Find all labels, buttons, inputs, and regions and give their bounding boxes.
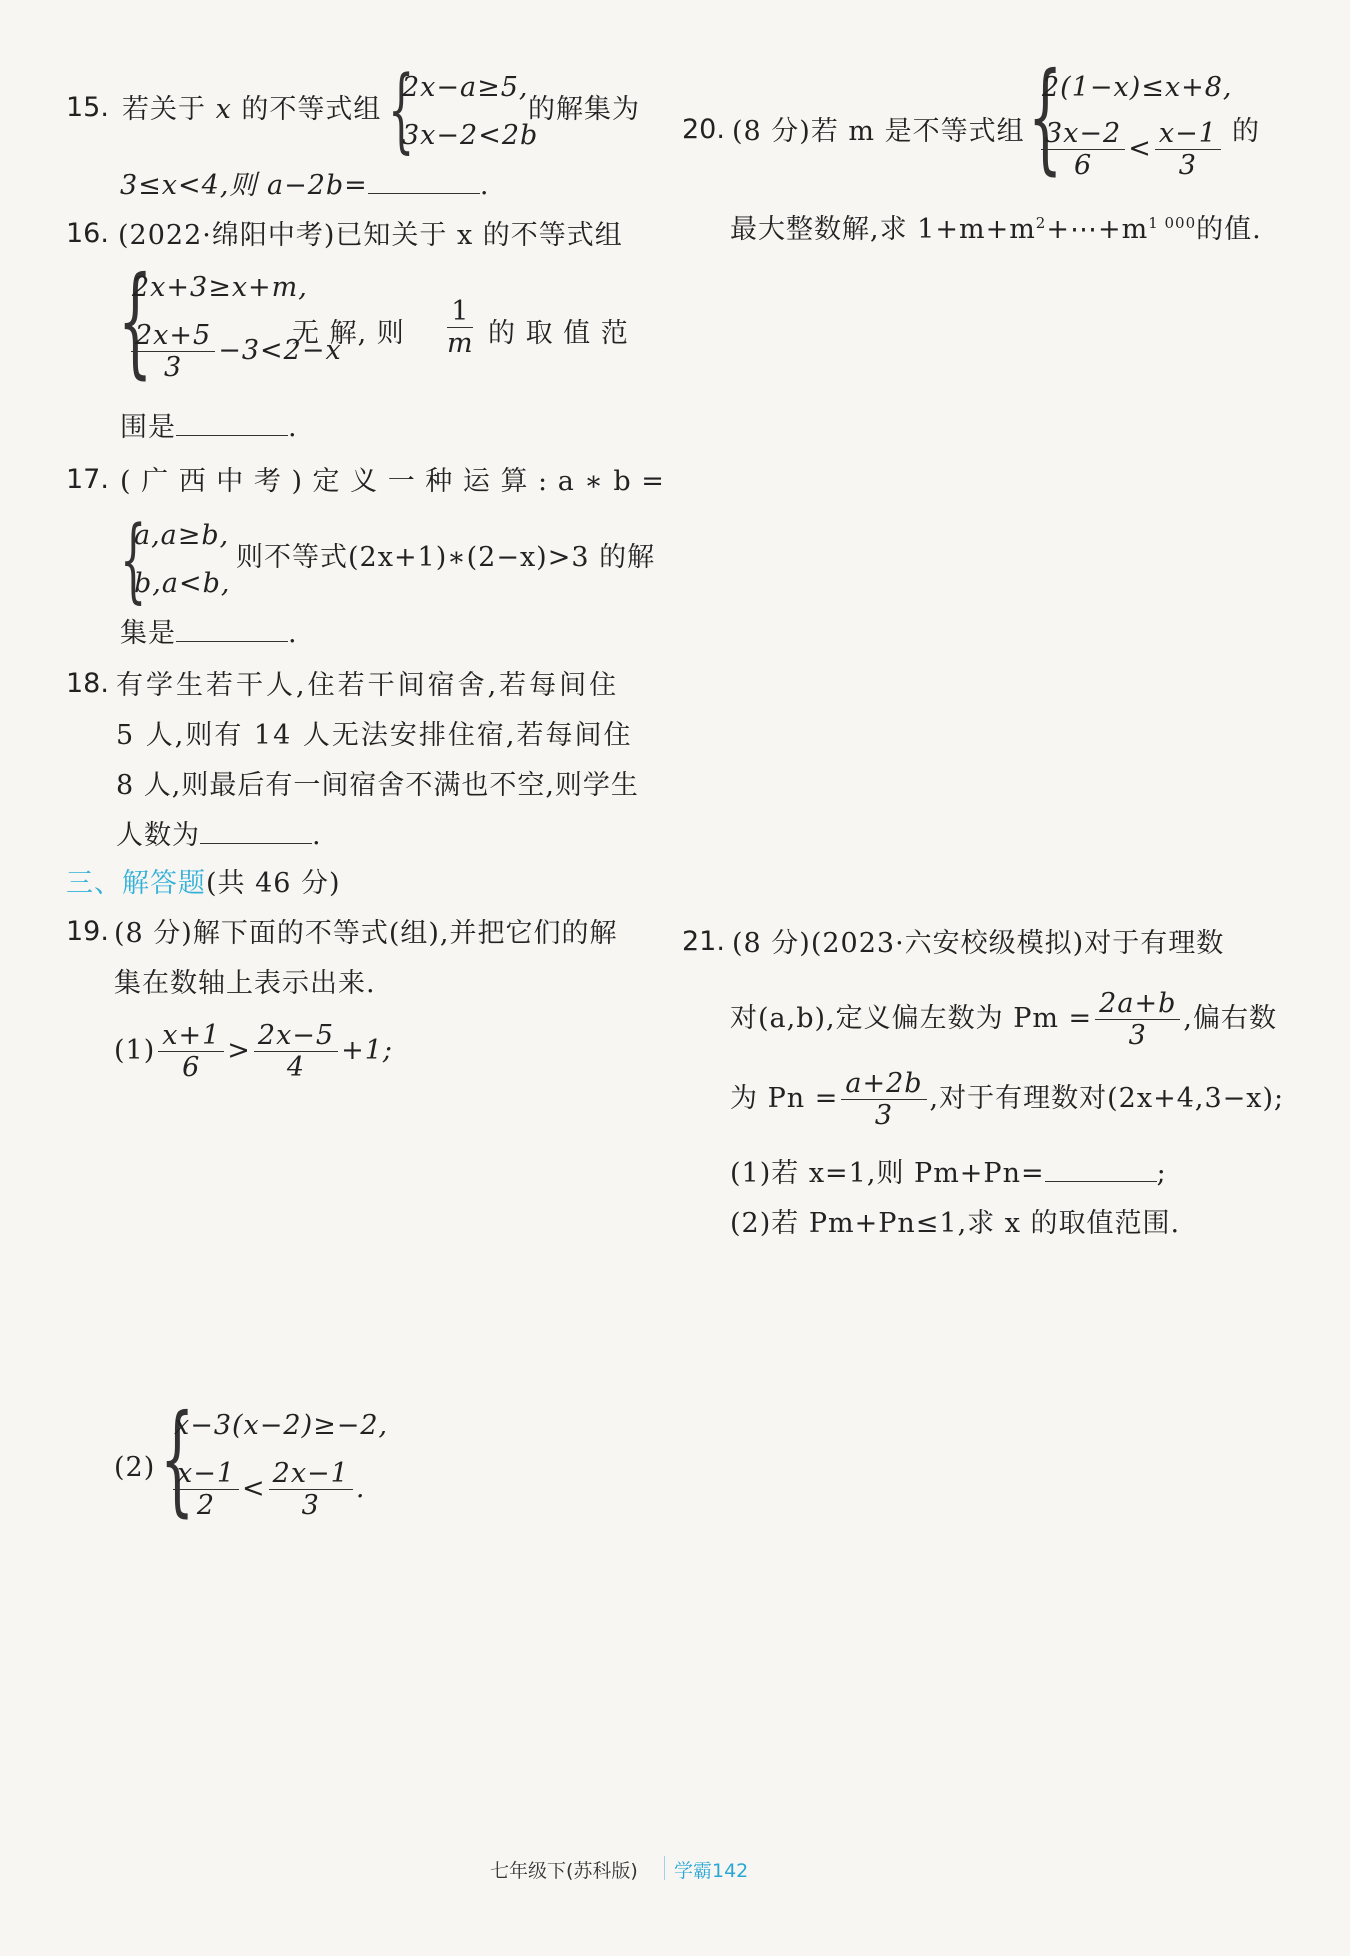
q18-line3: 8 人,则最后有一间宿舍不满也不空,则学生 <box>116 770 639 801</box>
q19-part2-system-2: $\frac{x-1}{2}$ < $\frac{2x-1}{3}$ . <box>170 1458 365 1521</box>
q20-text-end: 的 <box>1232 116 1260 147</box>
q15-system-1: 2x−a≥5, <box>402 72 529 103</box>
q19-line1: (8 分)解下面的不等式(组),并把它们的解 <box>114 918 618 949</box>
q20-number: 20. <box>682 114 725 145</box>
q15-text-a: 若关于 x 的不等式组 <box>122 94 382 125</box>
q21-answer-blank[interactable] <box>1045 1157 1157 1182</box>
q17-number: 17. <box>66 464 109 495</box>
section-heading: 三、解答题(共 46 分) <box>66 868 341 899</box>
q20-text-a: (8 分)若 m 是不等式组 <box>732 116 1025 147</box>
q18-line2: 5 人,则有 14 人无法安排住宿,若每间住 <box>116 720 633 751</box>
q16-text-end: 的 取 值 范 <box>488 318 629 349</box>
q18-number: 18. <box>66 668 109 699</box>
q21-part1: (1)若 x=1,则 Pm+Pn= ; <box>730 1158 1167 1189</box>
q16-number: 16. <box>66 218 109 249</box>
q21-line1: (8 分)(2023·六安校级模拟)对于有理数 <box>732 928 1225 959</box>
q18-line1: 有学生若干人,住若干间宿舍,若每间住 <box>116 670 620 701</box>
q16-line3: 围是 . <box>120 412 298 443</box>
q16-answer-blank[interactable] <box>176 411 288 436</box>
q20-system-1: 2(1−x)≤x+8, <box>1042 72 1233 103</box>
q16-line1: (2022·绵阳中考)已知关于 x 的不等式组 <box>118 220 623 251</box>
q15-line2: 3≤x<4,则 a−2b= . <box>120 170 490 201</box>
q15-text-c: 的解集为 <box>528 94 640 125</box>
q17-line1: ( 广 西 中 考 ) 定 义 一 种 运 算 : a ∗ b = <box>120 466 665 497</box>
q18-answer-blank[interactable] <box>200 819 312 844</box>
q19-number: 19. <box>66 916 109 947</box>
q19-part2-system-1: x−3(x−2)≥−2, <box>174 1410 389 1441</box>
q21-number: 21. <box>682 926 725 957</box>
q17-text-mid: 则不等式(2x+1)∗(2−x)>3 的解 <box>236 542 656 573</box>
q20-line2: 最大整数解,求 $1+m+m^2+\cdots+m^{1 000}$的值. <box>730 214 1262 245</box>
q15-number: 15. <box>66 92 109 123</box>
q17-line3: 集是 . <box>120 618 298 649</box>
q15-brace: { <box>388 56 415 163</box>
footer-separator <box>664 1856 665 1880</box>
q21-line2: 对(a,b),定义偏左数为 Pm = $\frac{2a+b}{3}$ ,偏右数 <box>730 988 1277 1052</box>
q17-system-2: b,a<b, <box>134 568 231 599</box>
footer-brand-page: 学霸142 <box>674 1860 749 1882</box>
q15-answer-blank[interactable] <box>368 169 480 194</box>
q18-line4: 人数为 . <box>116 820 322 851</box>
q20-brace: { <box>1028 48 1063 187</box>
q19-part2-label: (2) <box>114 1452 156 1483</box>
q16-one-over-m: $\frac{1}{m}$ <box>447 296 474 360</box>
q15-system-2: 3x−2<2b <box>402 120 539 151</box>
q17-system-1: a,a≥b, <box>134 520 230 551</box>
q19-line2: 集在数轴上表示出来. <box>114 968 376 999</box>
q17-answer-blank[interactable] <box>176 617 288 642</box>
q21-part2: (2)若 Pm+Pn≤1,求 x 的取值范围. <box>730 1208 1181 1239</box>
q20-system-2: $\frac{3x-2}{6}$ < $\frac{x-1}{3}$ <box>1038 118 1224 181</box>
q19-part2-brace: { <box>160 1390 195 1529</box>
footer-grade: 七年级下(苏科版) <box>490 1860 638 1882</box>
q16-text-mid: 无 解, 则 <box>292 318 405 349</box>
q16-system-1: 2x+3≥x+m, <box>132 272 308 303</box>
q21-line3: 为 Pn = $\frac{a+2b}{3}$ ,对于有理数对(2x+4,3−x); <box>730 1068 1285 1132</box>
q17-brace: { <box>120 506 147 613</box>
q19-part1: (1) $\frac{x+1}{6}$ > $\frac{2x-5}{4}$ +1; <box>114 1020 394 1084</box>
q16-brace: { <box>118 252 153 391</box>
q16-system-2: $\frac{2x+5}{3}$ −3<2−x <box>128 320 342 383</box>
